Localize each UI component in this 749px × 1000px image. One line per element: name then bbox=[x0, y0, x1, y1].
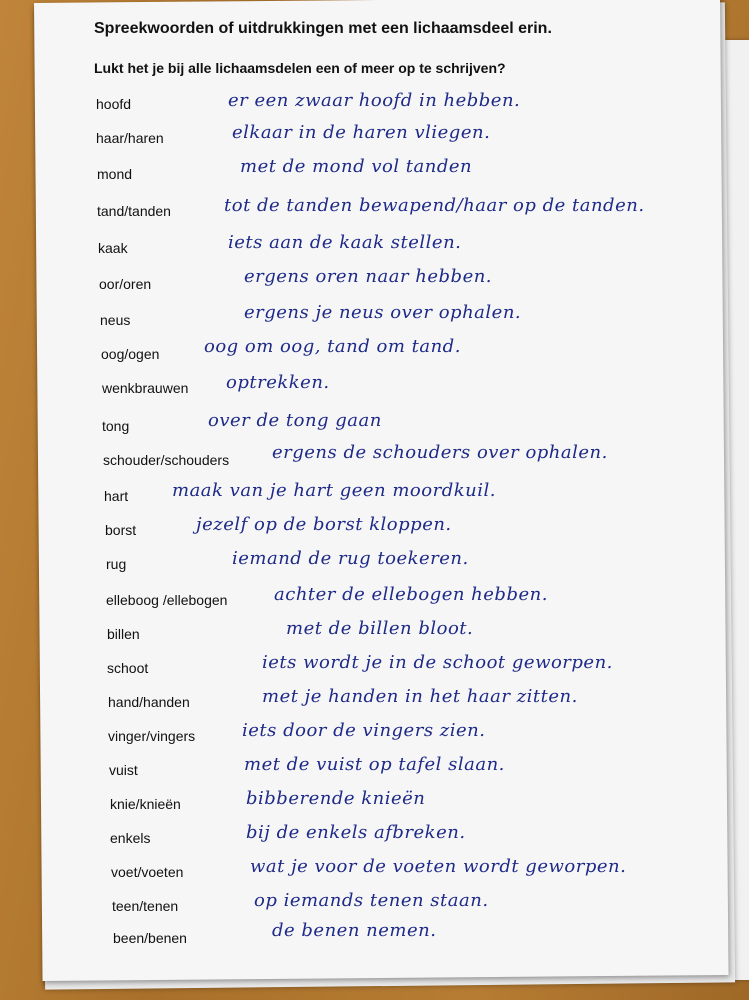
handwritten-answer: er een zwaar hoofd in hebben. bbox=[228, 90, 521, 111]
handwritten-answer: over de tong gaan bbox=[208, 410, 382, 431]
handwritten-answer: met de billen bloot. bbox=[286, 618, 474, 639]
handwritten-answer: bij de enkels afbreken. bbox=[246, 822, 466, 843]
handwritten-answer: tot de tanden bewapend/haar op de tanden. bbox=[224, 195, 645, 216]
body-part-label: been/benen bbox=[113, 930, 187, 946]
list-item bbox=[0, 548, 749, 586]
body-part-label: schouder/schouders bbox=[103, 452, 230, 468]
body-part-label: hand/handen bbox=[108, 694, 190, 710]
handwritten-answer: ergens oren naar hebben. bbox=[244, 266, 493, 287]
handwritten-answer: maak van je hart geen moordkuil. bbox=[172, 480, 496, 501]
body-part-label: schoot bbox=[107, 660, 149, 676]
body-part-label: mond bbox=[97, 166, 133, 182]
handwritten-answer: bibberende knieën bbox=[246, 788, 426, 809]
handwritten-answer: iets wordt je in de schoot geworpen. bbox=[262, 652, 613, 673]
body-part-label: vinger/vingers bbox=[108, 728, 196, 744]
body-part-label: tong bbox=[102, 418, 130, 434]
body-part-label: oor/oren bbox=[99, 276, 152, 292]
page-subtitle: Lukt het je bij alle lichaamsdelen een of meer op te schrijven? bbox=[94, 60, 506, 76]
list-item bbox=[0, 195, 749, 233]
body-part-label: enkels bbox=[110, 830, 151, 846]
handwritten-answer: iets aan de kaak stellen. bbox=[228, 232, 462, 253]
handwritten-answer: elkaar in de haren vliegen. bbox=[232, 122, 491, 143]
body-part-label: kaak bbox=[98, 240, 128, 256]
body-part-label: haar/haren bbox=[96, 130, 164, 146]
list-item bbox=[0, 442, 749, 482]
list-item bbox=[0, 336, 749, 376]
body-part-label: knie/knieën bbox=[110, 796, 181, 812]
page-title: Spreekwoorden of uitdrukkingen met een lichaamsdeel erin. bbox=[94, 20, 552, 37]
body-part-label: hart bbox=[104, 488, 129, 504]
body-part-label: oog/ogen bbox=[101, 346, 160, 362]
handwritten-answer: met de vuist op tafel slaan. bbox=[244, 754, 505, 775]
list-item bbox=[0, 920, 749, 960]
handwritten-answer: de benen nemen. bbox=[272, 920, 437, 941]
body-part-label: teen/tenen bbox=[112, 898, 179, 914]
body-part-label: billen bbox=[107, 626, 140, 642]
handwritten-answer: ergens de schouders over ophalen. bbox=[272, 442, 608, 463]
body-part-label: tand/tanden bbox=[97, 203, 171, 219]
handwritten-answer: oog om oog, tand om tand. bbox=[204, 336, 461, 357]
body-part-label: elleboog /ellebogen bbox=[106, 592, 228, 608]
handwritten-answer: iets door de vingers zien. bbox=[242, 720, 486, 741]
body-part-label: voet/voeten bbox=[111, 864, 184, 880]
list-item bbox=[0, 156, 749, 196]
body-part-label: rug bbox=[106, 556, 127, 572]
handwritten-answer: optrekken. bbox=[226, 372, 330, 393]
handwritten-answer: met de mond vol tanden bbox=[240, 156, 473, 177]
handwritten-answer: op iemands tenen staan. bbox=[254, 890, 489, 911]
list-item bbox=[0, 372, 749, 410]
body-part-label: vuist bbox=[109, 762, 138, 778]
handwritten-answer: met je handen in het haar zitten. bbox=[262, 686, 578, 707]
body-part-label: hoofd bbox=[96, 96, 132, 112]
body-part-label: neus bbox=[100, 312, 131, 328]
handwritten-answer: iemand de rug toekeren. bbox=[232, 548, 469, 569]
body-part-label: wenkbrauwen bbox=[102, 380, 189, 396]
handwritten-answer: ergens je neus over ophalen. bbox=[244, 302, 522, 323]
handwritten-answer: jezelf op de borst kloppen. bbox=[196, 514, 452, 535]
body-part-label: borst bbox=[105, 522, 137, 538]
handwritten-answer: achter de ellebogen hebben. bbox=[274, 584, 548, 605]
handwritten-answer: wat je voor de voeten wordt geworpen. bbox=[250, 856, 627, 877]
